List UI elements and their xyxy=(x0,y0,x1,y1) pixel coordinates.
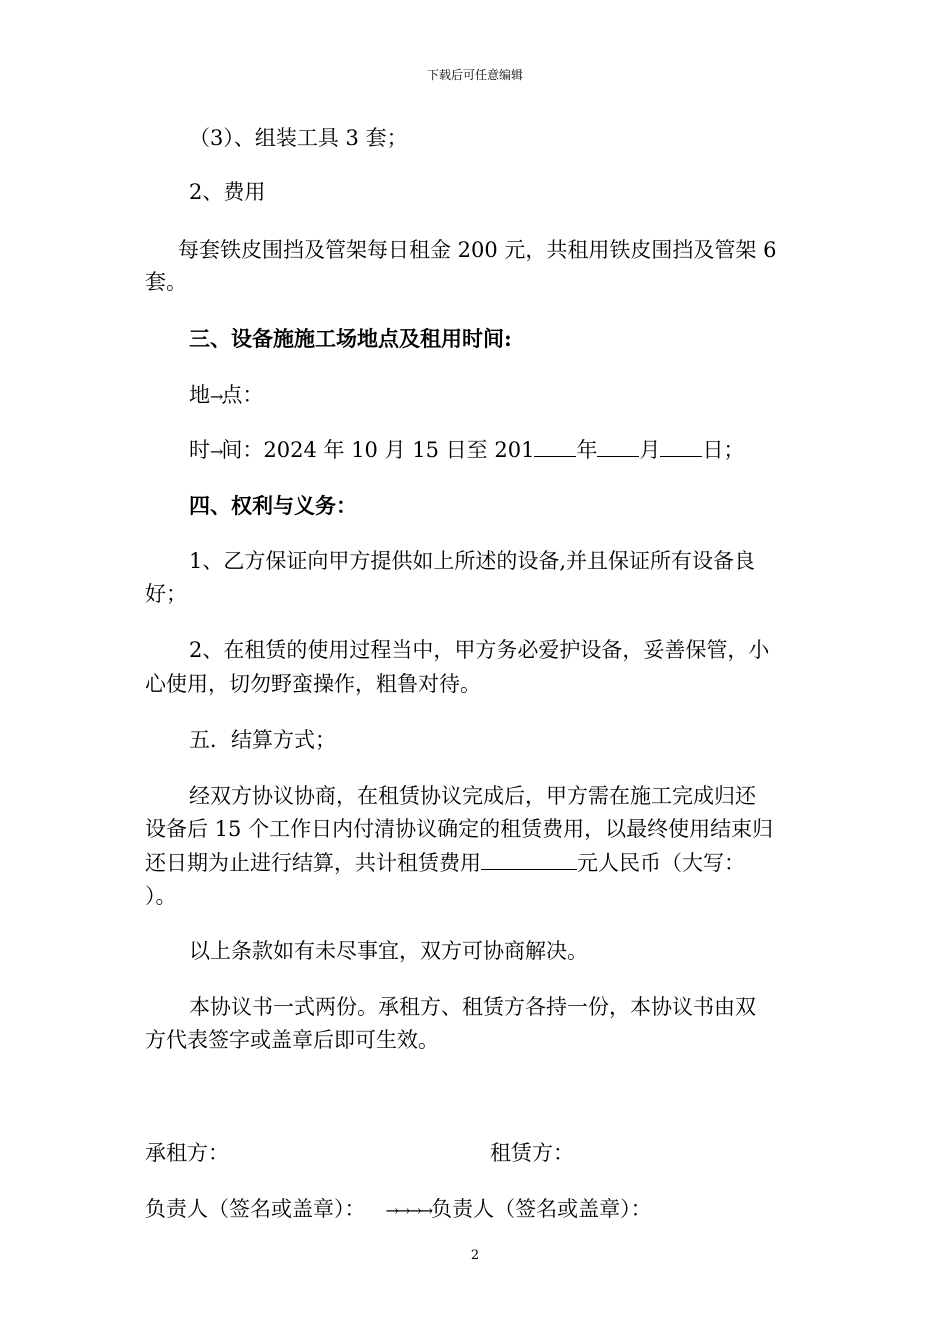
settlement-line2: 设备后 15 个工作日内付清协议确定的租赁费用，以最终使用结束归 xyxy=(145,817,774,841)
settlement-line3 xyxy=(145,847,745,879)
arrow-icon: → xyxy=(210,387,222,406)
settlement-text-b: 元人民币（大写： xyxy=(577,851,745,875)
page-header: 下载后可任意编辑 xyxy=(426,68,523,82)
lessor-rep-label: 负责人（签名或盖章）： xyxy=(431,1197,652,1221)
location-label-a: 地 xyxy=(189,383,210,407)
settlement-text-a: 还日期为止进行结算，共计租赁费用 xyxy=(145,851,481,875)
heading-section-5: 五．结算方式； xyxy=(189,728,336,752)
blank-month xyxy=(597,434,639,457)
paragraph-fee-line1: 每套铁皮围挡及管架每日租金 200 元，共租用铁皮围挡及管架 6 xyxy=(178,238,777,262)
settlement-line1: 经双方协议协商，在租赁协议完成后，甲方需在施工完成归还 xyxy=(189,784,756,808)
location-line xyxy=(189,379,263,413)
arrow-icon: →→→→ xyxy=(385,1201,432,1220)
year-label: 年 xyxy=(576,438,598,462)
day-label: 日； xyxy=(702,438,745,462)
right-2-line1: 2、在租赁的使用过程当中，甲方务必爱护设备，妥善保管，小 xyxy=(189,638,770,662)
right-1-line2: 好； xyxy=(145,582,187,606)
paragraph-fee-line2: 套。 xyxy=(145,270,187,294)
blank-amount xyxy=(481,847,577,870)
heading-section-3: 三、设备施施工场地点及租用时间: xyxy=(189,326,512,351)
right-2-line2: 心使用，切勿野蛮操作，粗鲁对待。 xyxy=(145,672,481,696)
time-line xyxy=(189,434,744,468)
paragraph-unresolved: 以上条款如有未尽事宜，双方可协商解决。 xyxy=(189,939,588,963)
time-label-a: 时 xyxy=(189,438,210,462)
lessee-label: 承租方： xyxy=(145,1141,229,1165)
lessee-rep-label: 负责人（签名或盖章）： xyxy=(145,1197,366,1221)
heading-section-4: 四、权利与义务： xyxy=(189,493,357,518)
blank-day xyxy=(660,434,702,457)
section-fee: 2、费用 xyxy=(189,180,266,204)
blank-year xyxy=(534,434,576,457)
right-1-line1: 1、乙方保证向甲方提供如上所述的设备,并且保证所有设备良 xyxy=(189,549,756,573)
settlement-line4: ）。 xyxy=(145,884,177,908)
arrow-icon: → xyxy=(210,442,222,461)
paragraph-copies-line1: 本协议书一式两份。承租方、租赁方各持一份，本协议书由双 xyxy=(189,995,756,1019)
location-label-b: 点： xyxy=(221,383,264,407)
signature-line xyxy=(145,1193,652,1227)
lessor-label: 租赁方： xyxy=(490,1141,574,1165)
paragraph-copies-line2: 方代表签字或盖章后即可生效。 xyxy=(145,1028,439,1052)
month-label: 月 xyxy=(639,438,661,462)
page-number: 2 xyxy=(470,1248,480,1263)
list-item-tools: （3）、组装工具 3 套； xyxy=(189,126,408,150)
time-label-b: 间：2024 年 10 月 15 日至 201 xyxy=(221,438,535,462)
